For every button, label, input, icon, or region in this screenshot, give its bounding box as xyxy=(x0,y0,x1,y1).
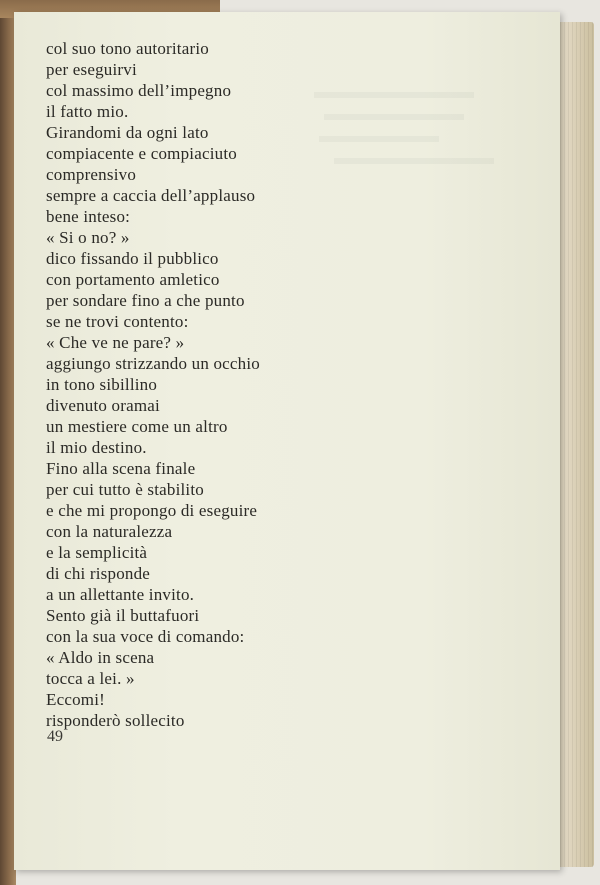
poem-line: compiacente e compiaciuto xyxy=(46,144,237,163)
poem-line: Girandomi da ogni lato xyxy=(46,123,209,142)
poem-line: divenuto oramai xyxy=(46,396,160,415)
poem-line: col suo tono autoritario xyxy=(46,39,209,58)
poem-line: col massimo dell’impegno xyxy=(46,81,232,100)
poem-line: aggiungo strizzando un occhio xyxy=(46,354,260,373)
poem-line: e la semplicità xyxy=(46,543,148,562)
poem-line: Fino alla scena finale xyxy=(46,459,196,478)
page-number: 49 xyxy=(47,728,63,745)
poem-line: « Che ve ne pare? » xyxy=(46,333,185,352)
poem-line: in tono sibillino xyxy=(46,375,158,394)
poem-line: con portamento amletico xyxy=(46,270,220,289)
poem-line: se ne trovi contento: xyxy=(46,312,189,331)
poem-line: con la naturalezza xyxy=(46,522,173,541)
poem-line: tocca a lei. » xyxy=(46,669,135,688)
poem-line: bene inteso: xyxy=(46,207,131,226)
poem-line: e che mi propongo di eseguire xyxy=(46,501,258,520)
poem-line: per eseguirvi xyxy=(46,60,137,79)
poem-line: un mestiere come un altro xyxy=(46,417,228,436)
poem-line: il fatto mio. xyxy=(46,102,129,121)
poem-line: comprensivo xyxy=(46,165,137,184)
poem-line: risponderò sollecito xyxy=(46,711,185,730)
poem-line: sempre a caccia dell’applauso xyxy=(46,186,256,205)
poem-line: per cui tutto è stabilito xyxy=(46,480,204,499)
poem-line: con la sua voce di comando: xyxy=(46,627,245,646)
poem-line: « Si o no? » xyxy=(46,228,130,247)
poem-line: di chi risponde xyxy=(46,564,151,583)
poem-line: Sento già il buttafuori xyxy=(46,606,200,625)
poem-line: dico fissando il pubblico xyxy=(46,249,219,268)
poem-line: per sondare fino a che punto xyxy=(46,291,245,310)
poem-line: « Aldo in scena xyxy=(46,648,155,667)
poem-line: il mio destino. xyxy=(46,438,147,457)
poem-text xyxy=(46,38,346,731)
poem-line: Eccomi! xyxy=(46,690,105,709)
poem-line: a un allettante invito. xyxy=(46,585,195,604)
